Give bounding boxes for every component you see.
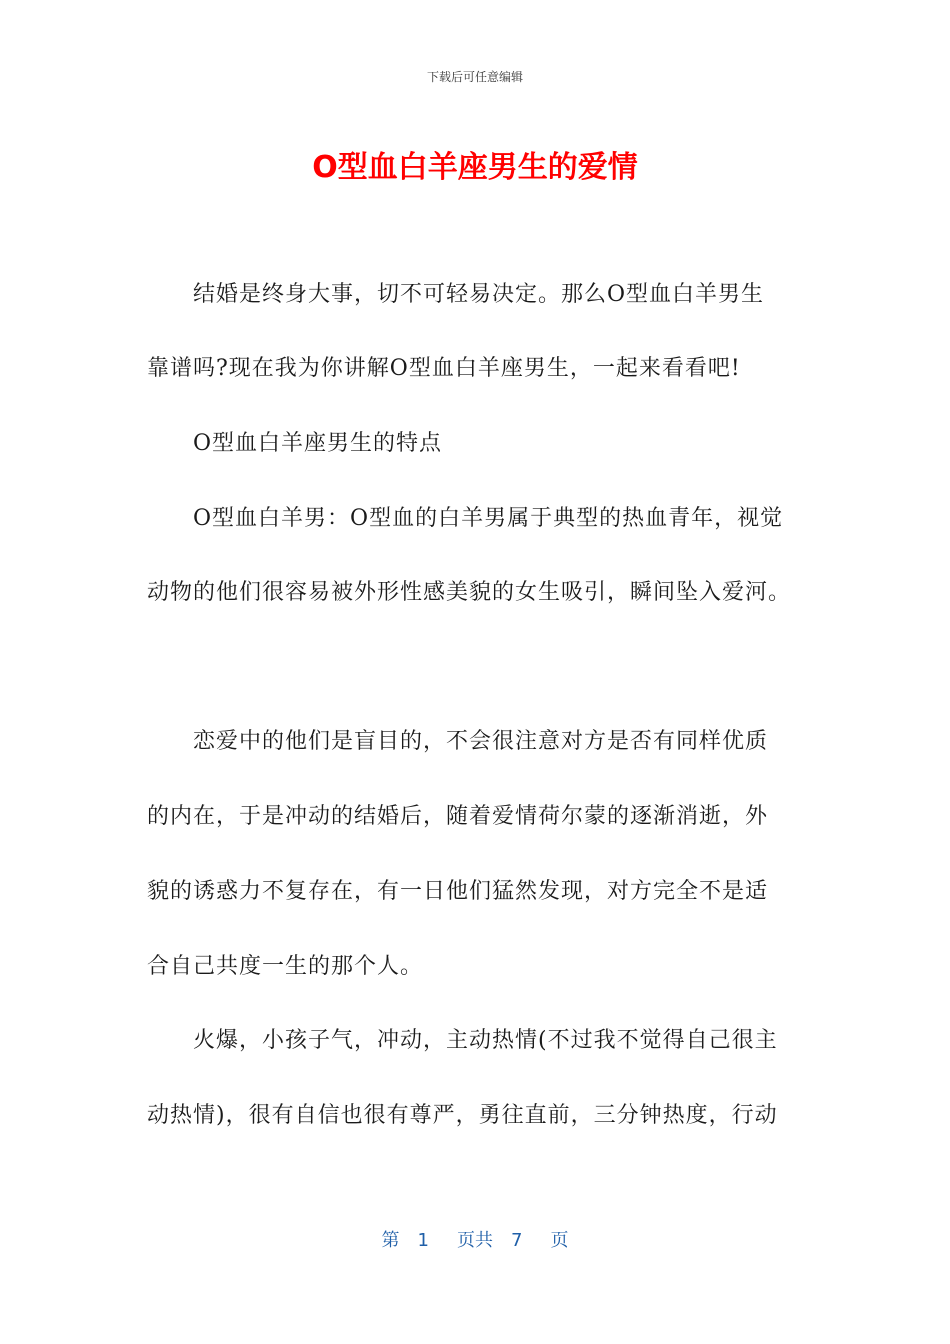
paragraph-line: 火爆，小孩子气，冲动，主动热情(不过我不觉得自己很主 [193,1028,778,1053]
paragraph-line: 恋爱中的他们是盲目的，不会很注意对方是否有同样优质 [193,729,769,754]
paragraph-line: 的内在，于是冲动的结婚后，随着爱情荷尔蒙的逐渐消逝，外 [147,804,769,829]
paragraph-line: 结婚是终身大事，切不可轻易决定。那么O型血白羊男生 [193,282,765,307]
page-number-footer [0,1226,950,1252]
page-prefix: 第 [381,1230,400,1251]
paragraph-line: 动热情)，很有自信也很有尊严，勇往直前，三分钟热度，行动 [147,1103,778,1128]
page-suffix: 页 [550,1230,569,1251]
section-heading: O型血白羊座男生的特点 [193,431,443,456]
header-note: 下载后可任意编辑 [426,70,523,84]
page-total: 7 [511,1230,523,1251]
paragraph-line: 靠谱吗?现在我为你讲解O型血白羊座男生，一起来看看吧! [147,356,741,381]
document-title: O型血白羊座男生的爱情 [312,150,638,185]
paragraph-line: 合自己共度一生的那个人。 [147,954,424,979]
page-mid: 页共 [457,1230,493,1251]
paragraph-line: 动物的他们很容易被外形性感美貌的女生吸引，瞬间坠入爱河。 [147,580,792,605]
paragraph-line: O型血白羊男：O型血的白羊男属于典型的热血青年，视觉 [193,506,784,531]
paragraph-line: 貌的诱惑力不复存在，有一日他们猛然发现，对方完全不是适 [147,879,769,904]
page-current: 1 [417,1230,429,1251]
